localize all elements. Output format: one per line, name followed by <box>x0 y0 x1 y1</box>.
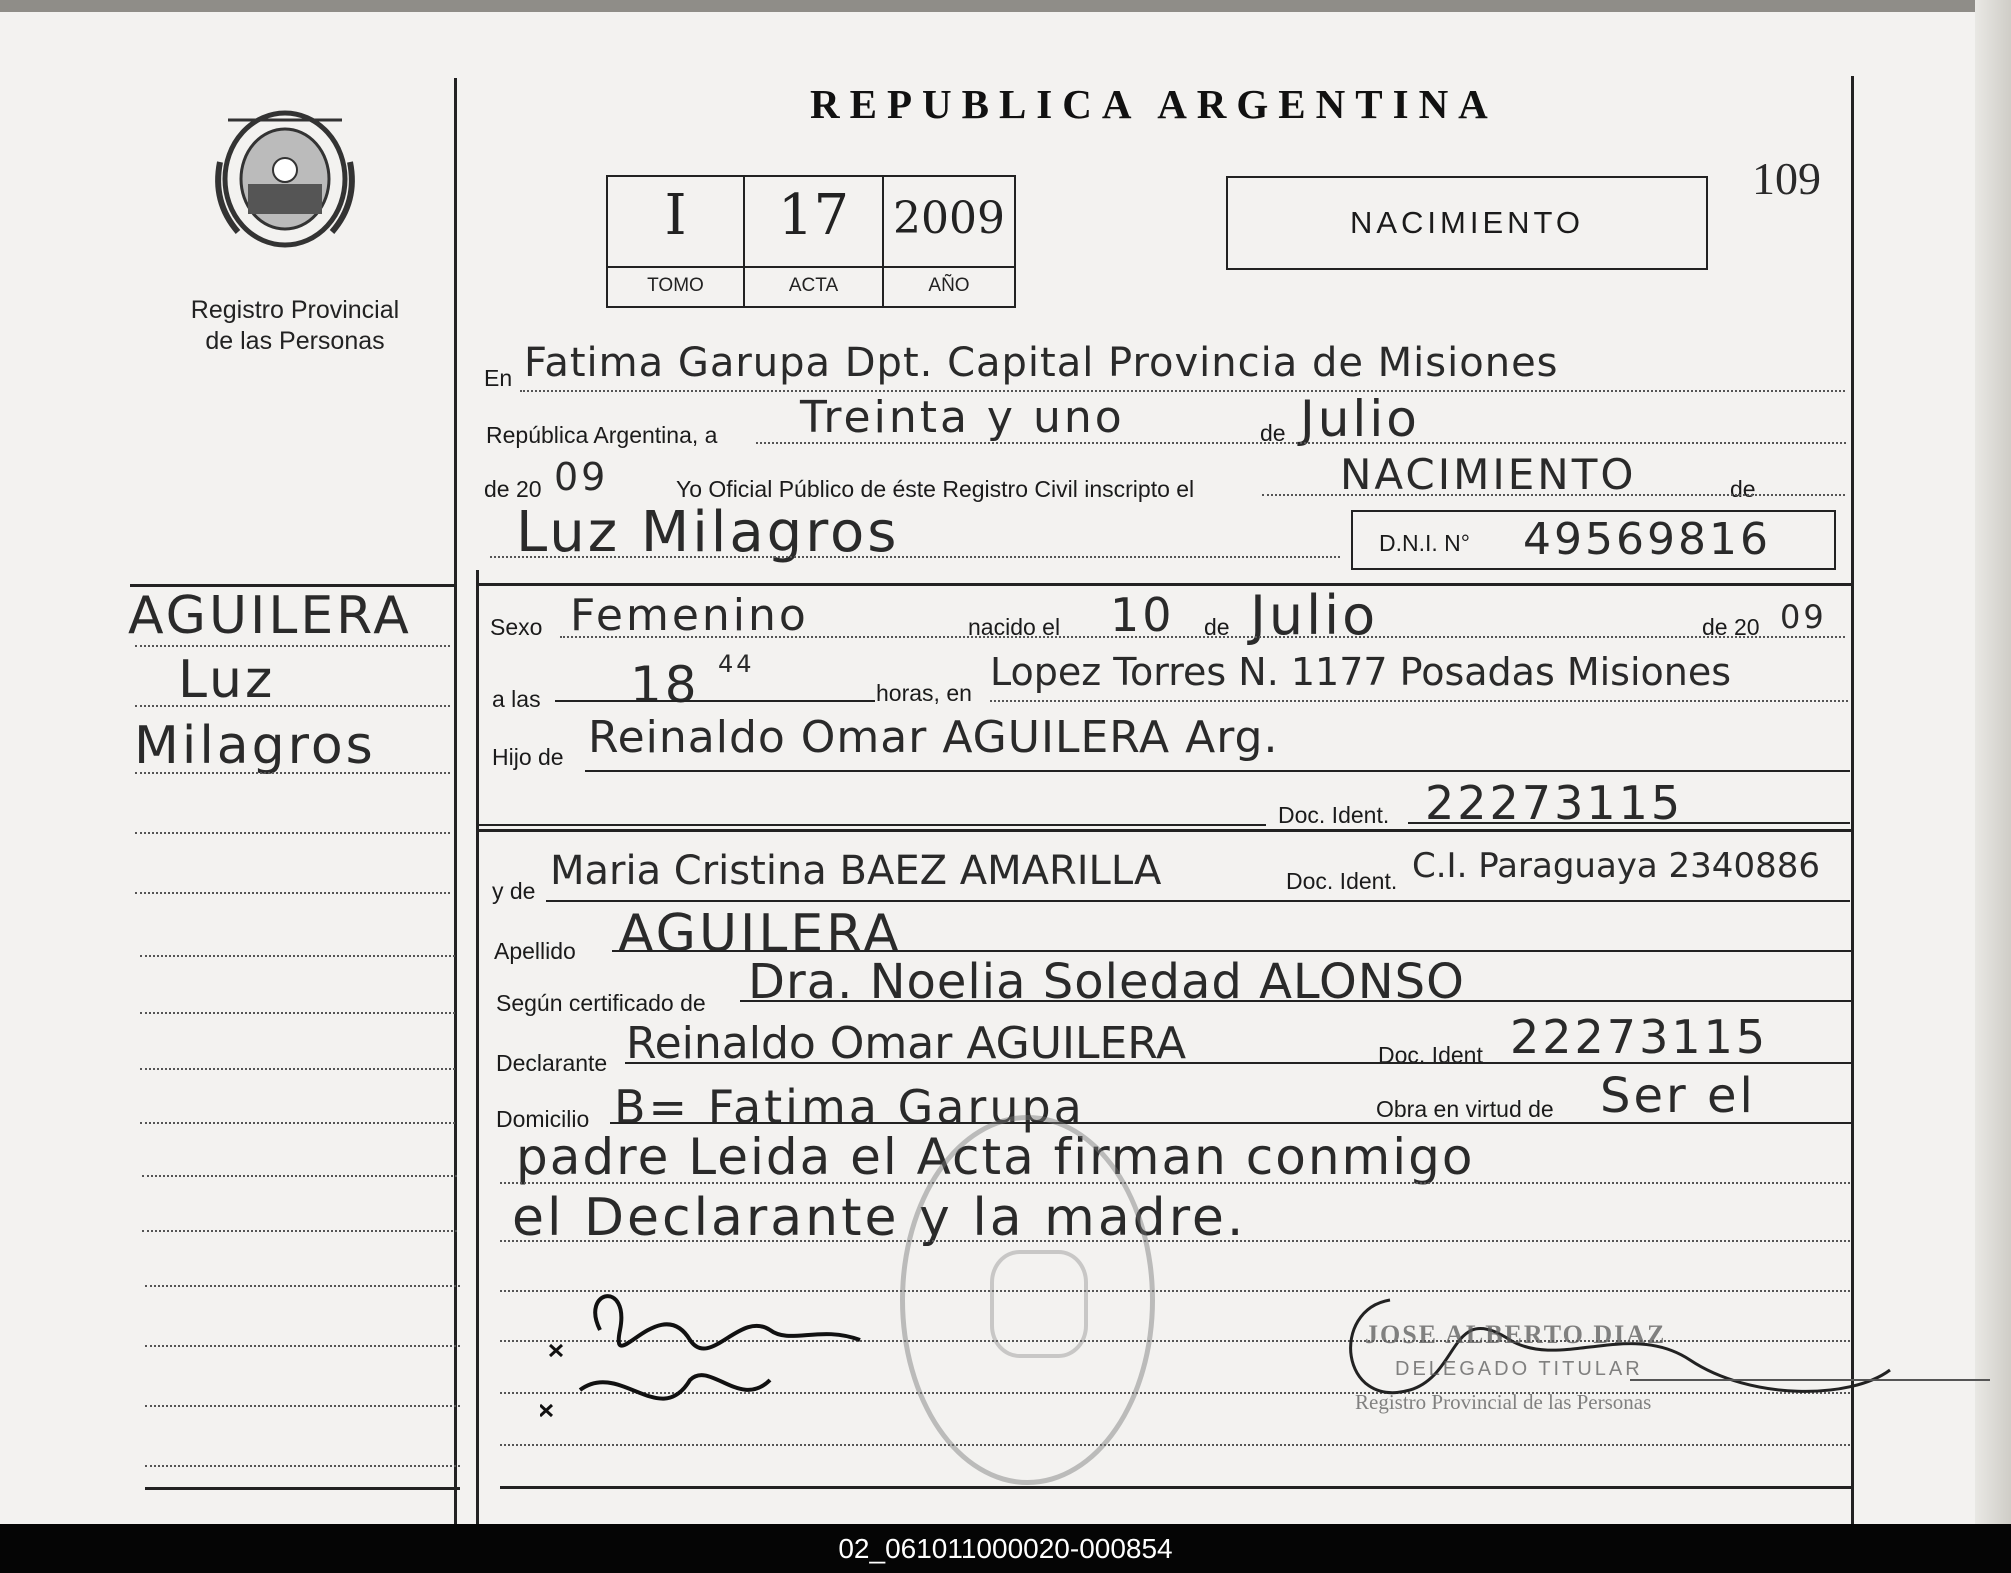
bottom-rule <box>500 1486 1852 1489</box>
form-line <box>520 390 1845 392</box>
day-in-words: Treinta y uno <box>800 392 1125 443</box>
form-line <box>555 700 875 702</box>
registration-month: Julio <box>1300 390 1420 448</box>
de-label-3: de <box>1204 614 1230 640</box>
tomo-label: TOMO <box>608 266 743 304</box>
birth-hour: 18 <box>630 656 700 714</box>
birth-day: 10 <box>1110 588 1175 642</box>
declarante-signature <box>540 1270 920 1470</box>
margin-bottom-rule <box>145 1487 460 1490</box>
margin-line <box>145 1285 460 1287</box>
section-rule <box>476 583 1851 586</box>
obra-value: Ser el <box>1600 1068 1756 1124</box>
yde-label: y de <box>492 878 536 904</box>
acta-value: 17 <box>777 183 850 248</box>
form-line <box>625 1062 1852 1064</box>
birth-month: Julio <box>1250 584 1379 647</box>
dni-box <box>1351 510 1836 570</box>
inner-column-divider <box>476 570 479 1524</box>
form-line <box>500 1182 1850 1184</box>
form-line <box>740 1000 1852 1002</box>
officer-title-stamp: DELEGADO TITULAR <box>1395 1358 1643 1380</box>
margin-line <box>145 1405 460 1407</box>
nacido-label: nacido el <box>968 614 1061 640</box>
scan-file-id: 02_061011000020-000854 <box>838 1533 1173 1564</box>
country-title: REPUBLICA ARGENTINA <box>810 81 1498 127</box>
anio-cell <box>884 177 1014 306</box>
form-line <box>1262 494 1845 496</box>
obra-label: Obra en virtud de <box>1376 1096 1554 1122</box>
mother-doc-number: C.I. Paraguaya 2340886 <box>1412 846 1820 886</box>
dni-label: D.N.I. N° <box>1379 530 1470 556</box>
margin-line <box>135 705 450 707</box>
year-suffix: 09 <box>554 455 609 499</box>
father-name: Reinaldo Omar AGUILERA Arg. <box>588 712 1279 763</box>
form-line <box>500 1240 1850 1242</box>
sexo-label: Sexo <box>490 614 543 640</box>
republica-label: República Argentina, a <box>486 422 718 448</box>
margin-second-name: Milagros <box>134 716 376 776</box>
acta-cell <box>745 177 884 306</box>
margin-line <box>140 955 455 957</box>
de-label-2: de <box>1730 476 1756 502</box>
scan-top-edge <box>0 0 2011 12</box>
declarante-name: Reinaldo Omar AGUILERA <box>626 1018 1187 1069</box>
anio-label: AÑO <box>884 266 1014 304</box>
certificado-value: Dra. Noelia Soledad ALONSO <box>748 954 1465 1010</box>
margin-surname: AGUILERA <box>128 586 412 646</box>
apellido-label: Apellido <box>494 938 576 964</box>
form-line <box>560 636 1845 638</box>
year-prefix: de 20 <box>484 476 542 502</box>
birth-year-prefix: de 20 <box>1702 614 1760 640</box>
margin-line <box>135 832 450 834</box>
margin-line <box>142 1230 457 1232</box>
observation-line2: el Declarante y la madre. <box>512 1188 1247 1248</box>
margin-line <box>135 892 450 894</box>
margin-line <box>145 1465 460 1467</box>
form-line <box>490 556 1340 558</box>
form-line <box>546 900 1850 902</box>
margin-line <box>145 1345 460 1347</box>
anio-value: 2009 <box>893 193 1005 244</box>
birth-year-suffix: 09 <box>1780 598 1827 636</box>
left-column-divider <box>454 78 457 1524</box>
section-rule <box>476 829 1851 832</box>
birth-minutes: 44 <box>718 650 755 678</box>
domicilio-value: B= Fatima Garupa <box>614 1080 1085 1134</box>
declarante-doc-label: Doc. Ident <box>1378 1042 1483 1068</box>
dni-value: 49569816 <box>1523 514 1771 565</box>
inscription-type: NACIMIENTO <box>1340 450 1637 499</box>
stamp-emblem <box>990 1250 1088 1358</box>
alas-label: a las <box>492 686 541 712</box>
acta-label: ACTA <box>745 266 882 304</box>
sexo-value: Femenino <box>570 590 809 641</box>
horas-label: horas, en <box>876 680 972 706</box>
hijo-label: Hijo de <box>492 744 564 770</box>
father-doc-label: Doc. Ident. <box>1278 802 1390 828</box>
declarante-doc-number: 22273115 <box>1510 1010 1769 1064</box>
officer-name-stamp: JOSE ALBERTO DIAZ <box>1365 1320 1667 1349</box>
margin-line <box>140 1012 455 1014</box>
mother-name: Maria Cristina BAEZ AMARILLA <box>550 848 1162 894</box>
mother-doc-label: Doc. Ident. <box>1286 868 1398 894</box>
form-line <box>1408 822 1850 824</box>
officer-org-stamp: Registro Provincial de las Personas <box>1355 1390 1652 1414</box>
form-line <box>612 950 1852 952</box>
page-number: 109 <box>1752 153 1821 204</box>
registry-name-line2: de las Personas <box>205 327 385 355</box>
form-line <box>610 1122 1852 1124</box>
form-line <box>990 700 1848 702</box>
oficial-text: Yo Oficial Público de éste Registro Civil inscripto el <box>676 476 1195 502</box>
child-given-names: Luz Milagros <box>516 500 900 565</box>
form-line <box>756 442 1846 444</box>
margin-first-name: Luz <box>178 650 276 710</box>
certificado-label: Según certificado de <box>496 990 706 1016</box>
domicilio-label: Domicilio <box>496 1106 590 1132</box>
form-line <box>585 770 1850 772</box>
father-doc-number: 22273115 <box>1425 776 1684 830</box>
de-label: de <box>1260 420 1286 446</box>
tomo-value: I <box>664 183 687 248</box>
registration-place: Fatima Garupa Dpt. Capital Provincia de Misiones <box>524 340 1559 386</box>
declarante-label: Declarante <box>496 1050 608 1076</box>
margin-line <box>140 1068 455 1070</box>
tomo-cell <box>608 177 745 306</box>
form-line <box>476 824 1266 826</box>
misiones-seal-emblem <box>208 102 362 256</box>
birth-place: Lopez Torres N. 1177 Posadas Misiones <box>990 650 1732 694</box>
record-number-box <box>606 175 1016 308</box>
en-label: En <box>484 365 513 391</box>
margin-line <box>140 1122 455 1124</box>
margin-line <box>142 1175 457 1177</box>
apellido-value: AGUILERA <box>618 904 902 964</box>
margin-line <box>135 645 450 647</box>
registry-name-line1: Registro Provincial <box>190 296 400 324</box>
record-type-box: NACIMIENTO <box>1226 176 1708 270</box>
observation-line1: padre Leida el Acta firman conmigo <box>516 1128 1475 1186</box>
margin-line <box>135 772 450 774</box>
